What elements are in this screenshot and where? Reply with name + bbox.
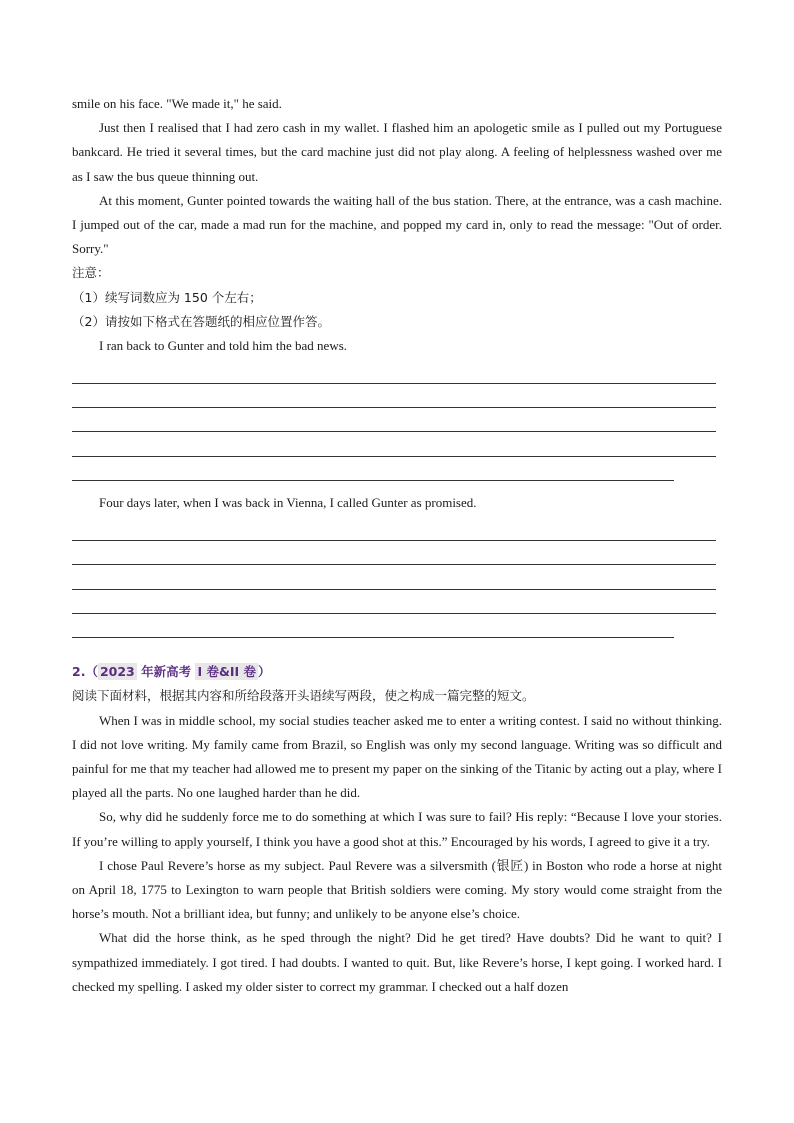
question-2-heading: [72, 660, 722, 684]
answer-line[interactable]: [72, 516, 716, 540]
answer-line[interactable]: [72, 384, 716, 408]
story-paragraph: smile on his face. "We made it," he said.: [72, 96, 282, 111]
answer-lines-1: [72, 359, 722, 481]
answer-line[interactable]: [72, 614, 674, 638]
story-paragraph: I chose Paul Revere’s horse as my subject. Paul Revere was a silversmith (银匠) in Boston who rode a horse at night on April 18, 1775 to Lexington to warn people that British soldiers were coming. My story would come straight from the horse’s mouth. Not a brilliant idea, but funny; and unlikely to be anyone else’s choice.: [72, 857, 722, 922]
question-number: 2.（: [72, 664, 98, 680]
answer-line[interactable]: [72, 432, 716, 456]
heading-close: ）: [258, 664, 271, 680]
story-paragraph: When I was in middle school, my social studies teacher asked me to enter a writing contest. I said no without thinking. I did not love writing. My family came from Brazil, so English was only my second language. Writing was so difficult and painful for me that my teacher had allowed me to present my paper on the sinking of the Titanic by acting out a play, where I played all the parts. No one laughed harder than he did.: [72, 712, 722, 801]
continuation-prompt-2: Four days later, when I was back in Vienna, I called Gunter as promised.: [99, 495, 477, 511]
answer-line[interactable]: [72, 359, 716, 383]
notes-title: 注意：: [72, 265, 110, 281]
story-paragraph: At this moment, Gunter pointed towards the waiting hall of the bus station. There, at the entrance, was a cash machine. I jumped out of the car, made a mad run for the machine, and popped my card in, only to read the message: "Out of order. Sorry.": [72, 192, 722, 257]
instruction: 阅读下面材料，根据其内容和所给段落开头语续写两段，使之构成一篇完整的短文。: [72, 688, 535, 704]
notes-item: （1）续写词数应为 150 个左右；: [72, 289, 262, 305]
exam-name: 年新高考: [136, 664, 196, 680]
notes-item: （2）请按如下格式在答题纸的相应位置作答。: [72, 313, 330, 329]
answer-line[interactable]: [72, 541, 716, 565]
exam-year: 2023: [99, 664, 135, 680]
story-paragraph: So, why did he suddenly force me to do something at which I was sure to fail? His reply: “Because I love your stories. If you’re willing to apply yourself, I think you have a good shot at this.” Encouraged by his words, I agreed to give it a try.: [72, 809, 722, 849]
story-paragraph: What did the horse think, as he sped through the night? Did he get tired? Have doubts? Did he want to quit? I sympathized immediately. I got tired. I had doubts. I wanted to quit. But, like Revere’s horse, I kept going. I worked hard. I checked my spelling. I asked my older sister to correct my grammar. I checked out a half dozen: [72, 930, 722, 994]
exam-paper: I 卷&II 卷: [197, 664, 257, 680]
answer-line[interactable]: [72, 565, 716, 589]
answer-line[interactable]: [72, 590, 716, 614]
answer-line[interactable]: [72, 408, 716, 432]
continuation-prompt-1: I ran back to Gunter and told him the bad news.: [99, 338, 348, 354]
story-paragraph: Just then I realised that I had zero cash in my wallet. I flashed him an apologetic smile as I pulled out my Portuguese bankcard. He tried it several times, but the card machine just did not play along. A feeling of helplessness washed over me as I saw the bus queue thinning out.: [72, 120, 722, 184]
document-page: [72, 92, 722, 999]
answer-line[interactable]: [72, 457, 674, 481]
answer-lines-2: [72, 516, 722, 638]
